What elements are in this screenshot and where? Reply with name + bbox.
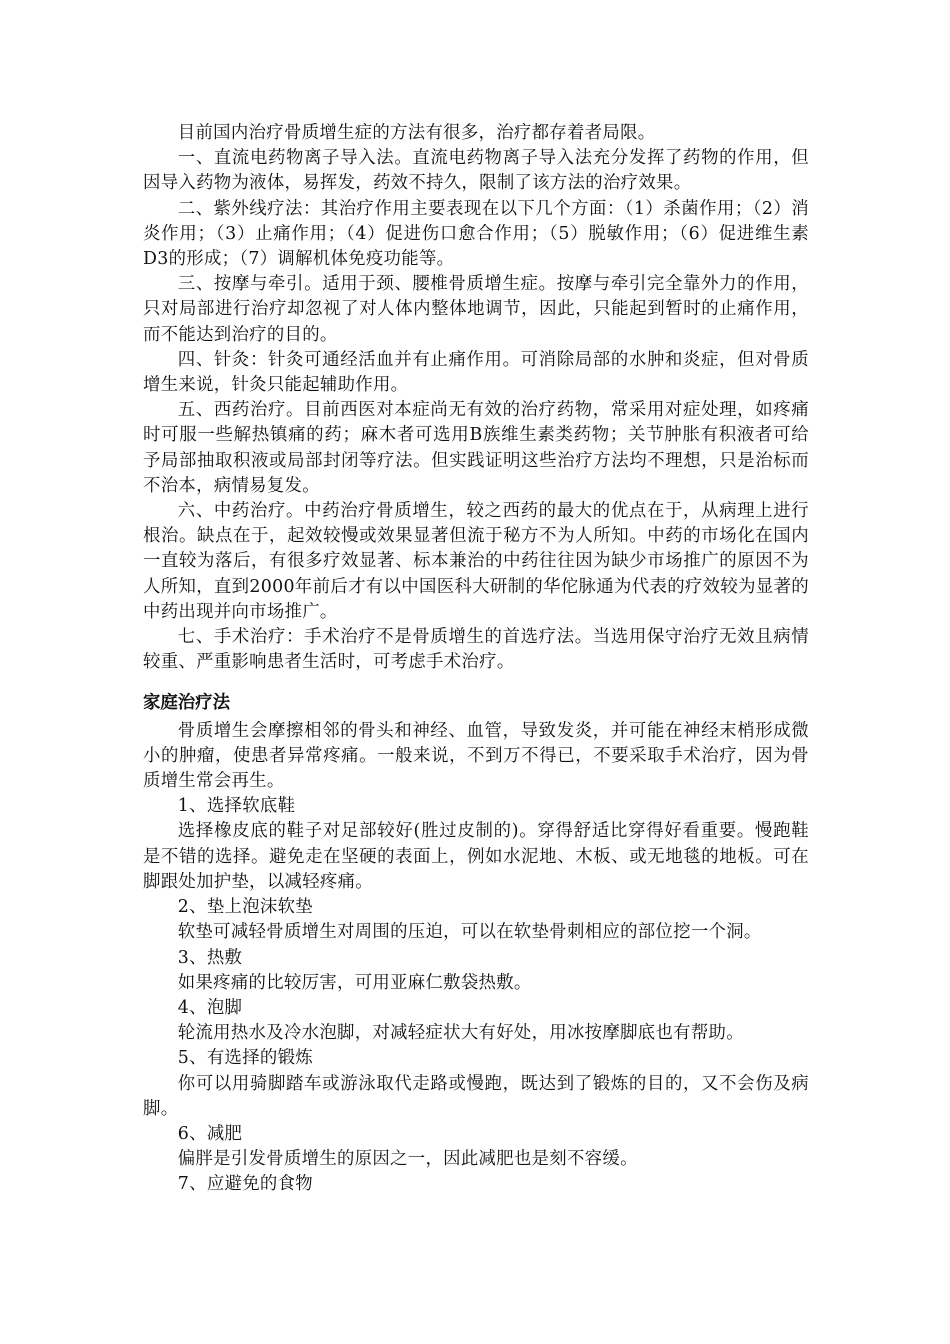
method-paragraph-5: 五、西药治疗。目前西医对本症尚无有效的治疗药物，常采用对症处理，如疼痛时可服一些解热镇痛的药；麻木者可选用B族维生素类药物；关节肿胀有积液者可给予局部抽取积液或局部封闭等疗法。但实践证明这些治疗方法均不理想，只是治标而不治本，病情易复发。: [143, 400, 809, 496]
document-body: [143, 121, 809, 1198]
item-body-2: 软垫可减轻骨质增生对周围的压迫，可以在软垫骨刺相应的部位挖一个洞。: [177, 922, 762, 943]
method-paragraph-4: 四、针灸：针灸可通经活血并有止痛作用。可消除局部的水肿和炎症，但对骨质增生来说，针灸只能起辅助作用。: [143, 349, 809, 396]
item-heading-5: 5、有选择的锻炼: [177, 1048, 313, 1069]
item-heading-6: 6、减肥: [177, 1123, 243, 1144]
section-intro-paragraph: 骨质增生会摩擦相邻的骨头和神经、血管，导致发炎，并可能在神经末梢形成微小的肿瘤，使患者异常疼痛。一般来说，不到万不得已，不要采取手术治疗，因为骨质增生常会再生。: [143, 720, 809, 792]
item-heading-7: 7、应避免的食物: [177, 1174, 313, 1195]
item-heading-1: 1、选择软底鞋: [177, 796, 296, 817]
item-heading-3: 3、热敷: [177, 947, 243, 968]
item-body-3: 如果疼痛的比较厉害，可用亚麻仁敷袋热敷。: [177, 972, 532, 993]
method-paragraph-3: 三、按摩与牵引。适用于颈、腰椎骨质增生症。按摩与牵引完全靠外力的作用，只对局部进行治疗却忽视了对人体内整体地调节，因此，只能起到暂时的止痛作用，而不能达到治疗的目的。: [143, 274, 809, 345]
intro-paragraph: 目前国内治疗骨质增生症的方法有很多，治疗都存着者局限。: [177, 123, 656, 143]
item-body-6: 偏胖是引发骨质增生的原因之一，因此减肥也是刻不容缓。: [177, 1149, 638, 1170]
method-paragraph-2: 二、紫外线疗法：其治疗作用主要表现在以下几个方面：（1）杀菌作用；（2）消炎作用；（3）止痛作用；（4）促进伤口愈合作用；（5）脱敏作用；（6）促进维生素D3的形成；（7）调解机体免疫功能等。: [143, 198, 809, 270]
method-paragraph-1: 一、直流电药物离子导入法。直流电药物离子导入法充分发挥了药物的作用，但因导入药物为液体，易挥发，药效不持久，限制了该方法的治疗效果。: [143, 148, 809, 194]
method-paragraph-7: 七、手术治疗：手术治疗不是骨质增生的首选疗法。当选用保守治疗无效且病情较重、严重影响患者生活时，可考虑手术治疗。: [143, 627, 809, 673]
method-paragraph-6: 六、中药治疗。中药治疗骨质增生，较之西药的最大的优点在于，从病理上进行根治。缺点在于，起效较慢或效果显著但流于秘方不为人所知。中药的市场化在国内一直较为落后，有很多疗效显著、标本兼治的中药往往因为缺少市场推广的原因不为人所知，直到2000年前后才有以中国医科大研制的华佗脉通为代表的疗效较为显著的中药出现并向市场推广。: [143, 501, 809, 622]
item-heading-4: 4、泡脚: [177, 997, 243, 1018]
item-body-1: 选择橡皮底的鞋子对足部较好(胜过皮制的)。穿得舒适比穿得好看重要。慢跑鞋是不错的选择。避免走在坚硬的表面上，例如水泥地、木板、或无地毯的地板。可在脚跟处加护垫，以减轻疼痛。: [143, 821, 809, 892]
item-body-5: 你可以用骑脚踏车或游泳取代走路或慢跑，既达到了锻炼的目的，又不会伤及病脚。: [143, 1073, 809, 1119]
item-body-4: 轮流用热水及冷水泡脚，对减轻症状大有好处，用冰按摩脚底也有帮助。: [177, 1023, 744, 1044]
item-heading-2: 2、垫上泡沫软垫: [177, 897, 313, 918]
section-heading: 家庭治疗法: [143, 693, 230, 714]
